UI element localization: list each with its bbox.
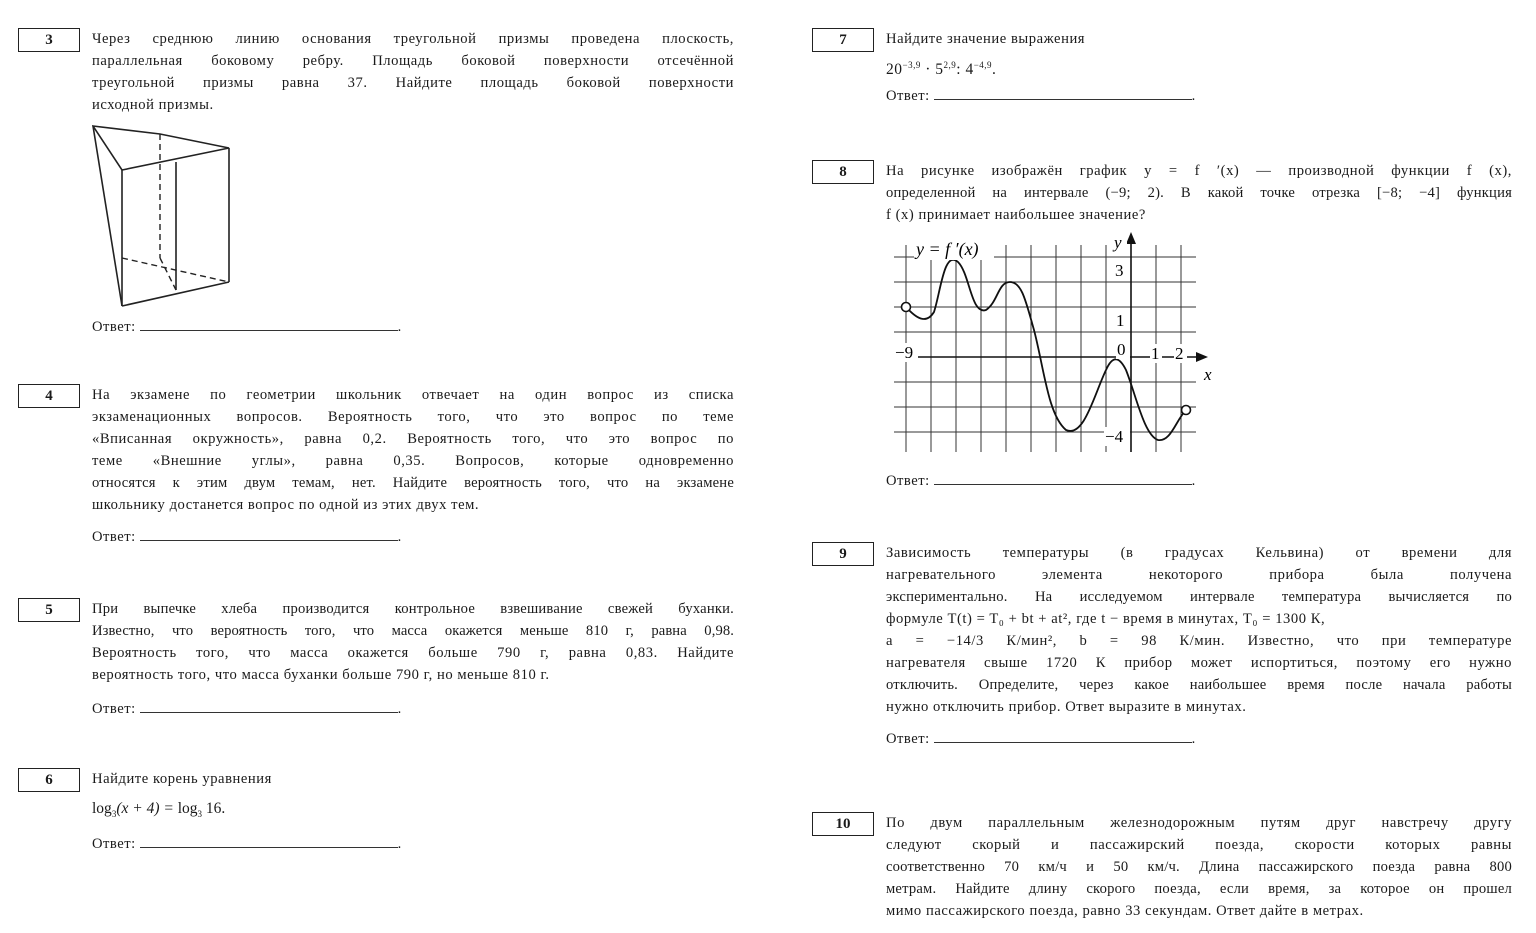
task-text-line: «Вписанная окружность», равна 0,2. Вероятность того, что это вопрос по xyxy=(92,431,734,447)
task-text-line: нужно отключить прибор. Ответ выразите в минутах. xyxy=(886,699,1247,715)
task-text-line: На рисунке изображён график y = f ′(x) — производной функции f (x), xyxy=(886,163,1512,179)
task-text-line: определенной на интервале (−9; 2). В какой точке отрезка [−8; −4] функция xyxy=(886,185,1512,201)
answer-field[interactable] xyxy=(140,526,398,541)
task-text-line: f (x) принимает наибольшее значение? xyxy=(886,207,1146,223)
prism-figure xyxy=(92,122,242,312)
tick-label: 1 xyxy=(1151,344,1160,363)
equation: $\log_3(x + 4) = \log_3 16$. xyxy=(92,800,226,820)
answer-line: Ответ: . xyxy=(92,698,734,720)
y-axis-label: y xyxy=(1114,233,1122,252)
answer-line: Ответ: . xyxy=(886,470,1512,492)
task-text-line: a = −14/3 К/мин², b = 98 К/мин. Известно, что при температуре xyxy=(886,633,1512,649)
expression: $20^{-3,9} \cdot 5^{2,9}$: $4^{-4,9}$. xyxy=(886,60,997,79)
task-number-box: 9 xyxy=(812,542,874,566)
task-text-line: На экзамене по геометрии школьник отвечает на один вопрос из списка xyxy=(92,387,734,403)
task-text-line: отключить. Определите, через какое наибольшее время после начала работы xyxy=(886,677,1512,693)
task-text-line: теме «Внешние углы», равна 0,35. Вопросов, которые одновременно xyxy=(92,453,734,469)
derivative-graph xyxy=(886,230,1216,462)
tick-label: 3 xyxy=(1115,261,1124,280)
answer-line: Ответ: . xyxy=(92,316,734,338)
answer-field[interactable] xyxy=(934,85,1192,100)
task-text-line: Известно, что вероятность того, что масса окажется меньше 810 г, равна 0,98. xyxy=(92,623,734,639)
task-text-line: треугольной призмы равна 37. Найдите площадь боковой поверхности xyxy=(92,75,734,91)
task-text-line: экспериментально. На исследуемом интервале температура вычисляется по xyxy=(886,589,1512,605)
task-text-line: нагревательного элемента некоторого прибора была получена xyxy=(886,567,1512,583)
answer-line: Ответ: . xyxy=(92,833,734,855)
answer-field[interactable] xyxy=(934,728,1192,743)
task-text-line: следуют скорый и пассажирский поезда, скорости которых равны xyxy=(886,837,1512,853)
graph-label: y = f ′(x) xyxy=(916,239,979,259)
task-text-line: Зависимость температуры (в градусах Кельвина) от времени для xyxy=(886,545,1512,561)
task-text-line: соответственно 70 км/ч и 50 км/ч. Длина пассажирского поезда равна 800 xyxy=(886,859,1512,875)
task-number-box: 8 xyxy=(812,160,874,184)
answer-field[interactable] xyxy=(140,316,398,331)
task-number-box: 5 xyxy=(18,598,80,622)
tick-label: −9 xyxy=(895,343,914,362)
task-number-box: 7 xyxy=(812,28,874,52)
answer-line: Ответ: . xyxy=(886,85,1512,107)
tick-label: −4 xyxy=(1105,427,1124,446)
task-text-line: формуле T(t) = T₀ + bt + at², где t − время в минутах, T₀ = 1300 К, xyxy=(886,611,1326,627)
task-text-line: Вероятность того, что масса окажется больше 790 г, равна 0,83. Найдите xyxy=(92,645,734,661)
task-number-box: 3 xyxy=(18,28,80,52)
task-number-box: 4 xyxy=(18,384,80,408)
task-text-line: исходной призмы. xyxy=(92,97,214,113)
task-text-line: мимо пассажирского поезда, равно 33 секундам. Ответ дайте в метрах. xyxy=(886,903,1364,919)
task-text-line: параллельная боковому ребру. Площадь боковой поверхности отсечённой xyxy=(92,53,734,69)
tick-label: 1 xyxy=(1116,311,1125,330)
task-text-line: экзаменационных вопросов. Вероятность того, что это вопрос по теме xyxy=(92,409,734,425)
tick-label: 0 xyxy=(1117,340,1126,359)
answer-field[interactable] xyxy=(934,470,1192,485)
task-text-line: относятся к этим двум темам, нет. Найдите вероятность того, что на экзамене xyxy=(92,475,734,491)
task-text-line: По двум параллельным железнодорожным путям друг навстречу другу xyxy=(886,815,1512,831)
task-number-box: 6 xyxy=(18,768,80,792)
task-text-line: нагревателя свыше 1720 К прибор может испортиться, поэтому его нужно xyxy=(886,655,1512,671)
answer-field[interactable] xyxy=(140,833,398,848)
answer-field[interactable] xyxy=(140,698,398,713)
task-text-line: школьнику достанется вопрос по одной из этих двух тем. xyxy=(92,497,480,513)
task-text-line: метрам. Найдите длину скорого поезда, если время, за которое он прошел xyxy=(886,881,1512,897)
answer-line: Ответ: . xyxy=(92,526,734,548)
task-text-line: Найдите значение выражения xyxy=(886,31,1086,47)
task-text-line: Найдите корень уравнения xyxy=(92,771,272,787)
x-axis-label: x xyxy=(1204,365,1212,384)
task-text-line: При выпечке хлеба производится контрольное взвешивание свежей буханки. xyxy=(92,601,734,617)
answer-line: Ответ: . xyxy=(886,728,1512,750)
task-text-line: вероятность того, что масса буханки больше 790 г, но меньше 810 г. xyxy=(92,667,550,683)
task-text-line: Через среднюю линию основания треугольной призмы проведена плоскость, xyxy=(92,31,734,47)
tick-label: 2 xyxy=(1175,344,1184,363)
task-number-box: 10 xyxy=(812,812,874,836)
